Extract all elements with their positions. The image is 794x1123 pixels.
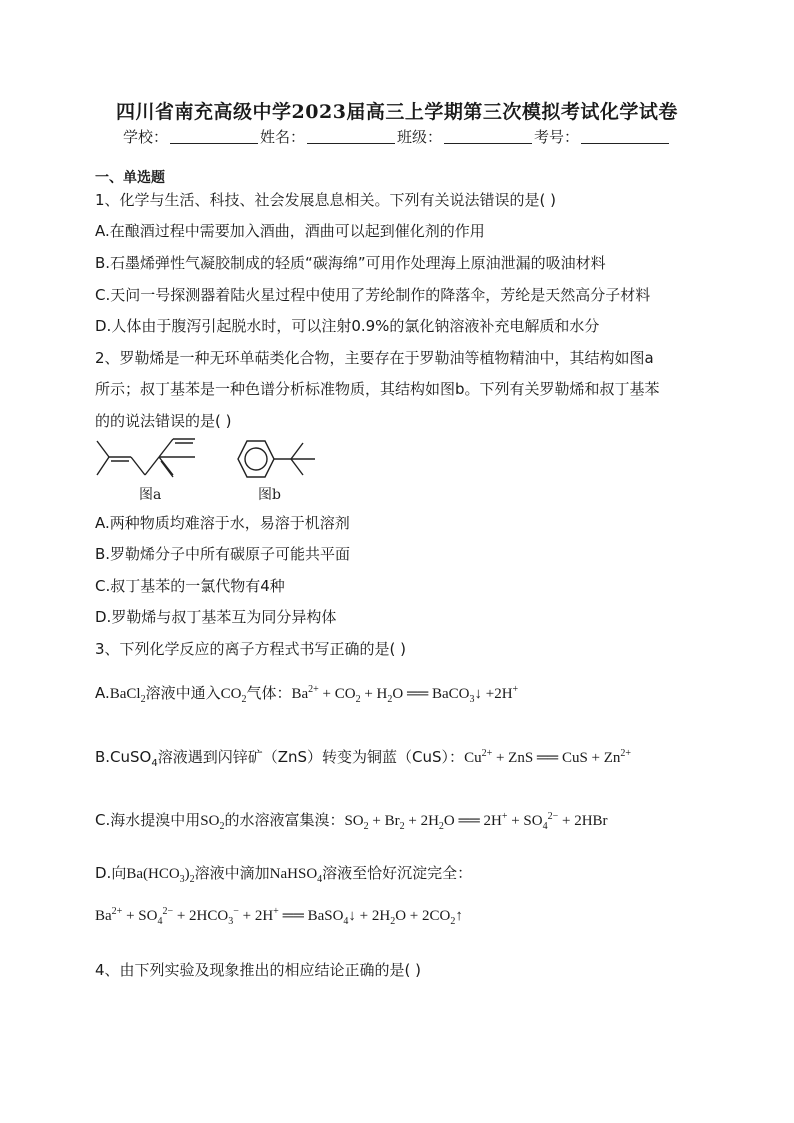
tert-butylbenzene-structure-icon — [225, 437, 325, 483]
figure-a-label: 图a — [139, 487, 162, 503]
q4-stem: 4、由下列实验及现象推出的相应结论正确的是( ) — [95, 961, 422, 979]
q3-option-a: A.BaCl$_2$溶液中通入$CO_2$气体：$Ba^{2+} + CO_2 + H_2O$ ══ BaCO$_3$↓ +2H+ — [95, 684, 519, 705]
section-heading: 一、单选题 — [95, 170, 165, 186]
q3-option-b: B.CuSO$_4$溶液遇到闪锌矿（ZnS）转变为铜蓝（CuS）：$Cu^{2+}$ + ZnS ══ CuS + $Zn^{2+}$ — [95, 748, 632, 769]
q3-option-d: D.向$Ba(HCO_3)_2$溶液中滴加NaHSO$_4$溶液至恰好沉淀完全： — [95, 864, 473, 885]
page-title: 四川省南充高级中学2023届高三上学期第三次模拟考试化学试卷 — [116, 101, 678, 123]
q2-stem-line3: 的的说法错误的是( ) — [95, 412, 232, 430]
q1-stem: 1、化学与生活、科技、社会发展息息相关。下列有关说法错误的是( ) — [95, 191, 557, 209]
q3-option-d-equation: $Ba^{2+} + SO_4^{2-} + 2HCO_3^- + 2H^+$ ══ BaSO$_4$↓ + $2H_2O$ + $2CO_2↑$ — [95, 906, 463, 927]
q2-stem-line1: 2、罗勒烯是一种无环单萜类化合物，主要存在于罗勒油等植物精油中，其结构如图a — [95, 349, 654, 367]
q1-option-a: A.在酿酒过程中需要加入酒曲，酒曲可以起到催化剂的作用 — [95, 222, 485, 240]
q2-option-c: C.叔丁基苯的一氯代物有4种 — [95, 577, 285, 595]
ocimene-structure-icon — [95, 433, 205, 483]
school-label: 学校： — [122, 128, 168, 146]
class-blank[interactable] — [444, 129, 532, 144]
student-info-row — [0, 126, 794, 147]
school-blank[interactable] — [170, 129, 258, 144]
q2-option-b: B.罗勒烯分子中所有碳原子可能共平面 — [95, 545, 351, 563]
figure-b-label: 图b — [258, 487, 281, 503]
q1-option-c: C.天问一号探测器着陆火星过程中使用了芳纶制作的降落伞，芳纶是天然高分子材料 — [95, 286, 651, 304]
class-label: 班级： — [397, 128, 443, 146]
q2-stem-line2: 所示；叔丁基苯是一种色谱分析标准物质，其结构如图b。下列有关罗勒烯和叔丁基苯 — [95, 380, 660, 398]
q3-stem: 3、下列化学反应的离子方程式书写正确的是( ) — [95, 640, 407, 658]
q3-option-c: C.海水提溴中用$SO_2$的水溶液富集溴：$SO_2 + Br_2 + 2H_2O$ ══ $2H^+ + SO_4^{2-} + 2HBr$ — [95, 811, 608, 832]
number-blank[interactable] — [581, 129, 669, 144]
name-label: 姓名： — [259, 128, 305, 146]
q2-option-a: A.两种物质均难溶于水，易溶于机溶剂 — [95, 514, 350, 532]
number-label: 考号： — [534, 128, 580, 146]
q1-option-b: B.石墨烯弹性气凝胶制成的轻质“碳海绵”可用作处理海上原油泄漏的吸油材料 — [95, 254, 606, 272]
name-blank[interactable] — [307, 129, 395, 144]
q1-option-d: D.人体由于腹泻引起脱水时，可以注射0.9%的氯化钠溶液补充电解质和水分 — [95, 317, 600, 335]
q2-option-d: D.罗勒烯与叔丁基苯互为同分异构体 — [95, 608, 337, 626]
